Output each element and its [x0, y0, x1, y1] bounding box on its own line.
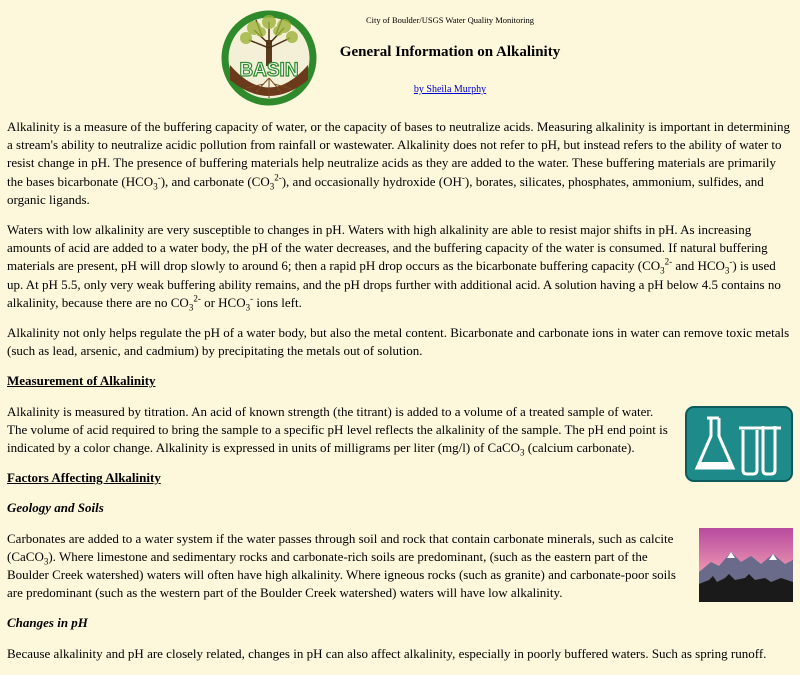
metals-paragraph: Alkalinity not only helps regulate the pH of a water body, but also the metal content. Bicarbonate and carbonate ions in water can remove toxic metals (such as lead, arsenic, and cadmium) by precipitating the metals out of solution.: [7, 325, 790, 359]
author-link[interactable]: by Sheila Murphy: [413, 84, 487, 95]
mountain-sunset-image: [699, 528, 793, 602]
lab-glassware-icon: [685, 406, 793, 482]
page-title: General Information on Alkalinity: [339, 44, 561, 60]
ph-paragraph: Because alkalinity and pH are closely related, changes in pH can also affect alkalinity, especially in poorly buffered waters. Such as spring runoff.: [7, 645, 767, 661]
titration-paragraph: Alkalinity is measured by titration. An acid of known strength (the titrant) is added to a volume of a treated sample of water. The volume of acid required to bring the sample to a specific pH level reflects the alkalinity of the sample. The pH end point is indicated by a color change. Alkalinity is expressed in units of milligrams per liter (mg/l) of CaCO$_3$ (calcium carbonate).: [7, 403, 668, 458]
logo-text: BASIN: [239, 60, 299, 81]
author-byline: [330, 84, 570, 95]
basin-logo: [216, 10, 322, 106]
buffering-paragraph: Waters with low alkalinity are very susceptible to changes in pH. Waters with high alkalinity are able to resist major shifts in pH. As increasing amounts of acid are added to a water body, the pH of the water decreases, and the buffering capacity of the water is consumed. If natural buffering materials are present, pH will drop slowly to around 6; then a rapid pH drop occurs as the bicarbonate buffering capacity ($CO_3^{2-}$ and $HCO_3^-$) is used up. At pH 5.5, only very weak buffering ability remains, and the pH drops further with additional acid. A solution having a pH below 4.5 contains no alkalinity, because there are no $CO_3^{2-}$ or $HCO_3^-$ ions left.: [7, 222, 781, 313]
ph-heading: Changes in pH: [7, 615, 88, 631]
factors-heading: Factors Affecting Alkalinity: [7, 470, 161, 486]
geology-heading: Geology and Soils: [7, 500, 104, 516]
article-body: [7, 118, 793, 675]
intro-paragraph: Alkalinity is a measure of the buffering capacity of water, or the capacity of bases to neutralize acids. Measuring alkalinity is important in determining a stream's ability to neutralize acidic pollution from rainfall or wastewater. Alkalinity does not refer to pH, but instead refers to the ability of water to resist change in pH. The presence of buffering materials help neutralize acids as they are added to the water. These buffering materials are primarily the bases bicarbonate $(HCO_3^-)$, and carbonate $(CO_3^{2-})$, and occasionally hydroxide (OH-), borates, silicates, phosphates, ammonium, sulfides, and organic ligands.: [7, 119, 790, 207]
agency-label: City of Boulder/USGS Water Quality Monitoring: [366, 15, 534, 25]
measurement-heading: Measurement of Alkalinity: [7, 373, 156, 389]
geology-paragraph: Carbonates are added to a water system if the water passes through soil and rock that contain carbonate minerals, such as calcite (CaCO$_3$). Where limestone and sedimentary rocks and carbonate-rich soils are predominant, (such as the eastern part of the Boulder Creek watershed) waters will often have high alkalinity. Where igneous rocks (such as granite) and carbonate-poor soils are predominant (such as the western part of the Boulder Creek watershed) waters will have low alkalinity.: [7, 530, 676, 601]
